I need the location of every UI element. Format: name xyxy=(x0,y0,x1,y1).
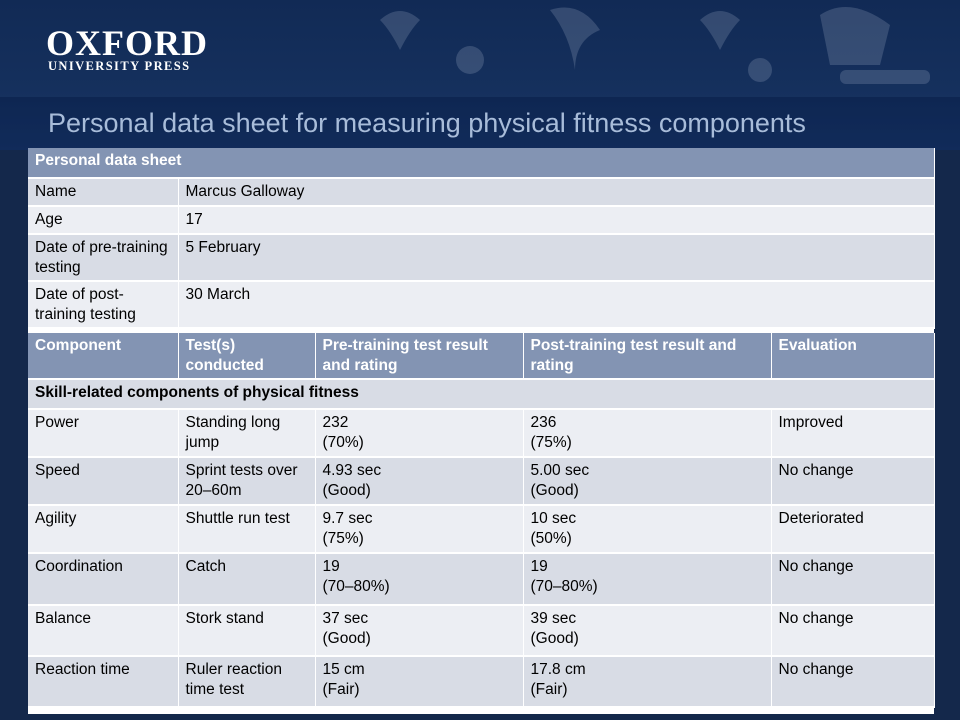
pre-result-cell xyxy=(315,457,523,505)
pre-rating: (70%) xyxy=(322,434,364,451)
pre-value: 15 cm xyxy=(322,661,365,678)
personal-data-heading-row xyxy=(28,148,934,178)
results-header-row xyxy=(28,333,934,379)
pre-result-cell xyxy=(315,605,523,656)
evaluation-cell: Improved xyxy=(771,409,934,457)
table-row xyxy=(28,457,934,505)
post-value: 236 xyxy=(530,414,557,431)
pre-value: 4.93 sec xyxy=(322,462,382,479)
post-result-cell xyxy=(523,605,771,656)
test-cell: Sprint tests over 20–60m xyxy=(178,457,315,505)
post-result-cell xyxy=(523,656,771,707)
pre-value: 232 xyxy=(322,414,349,431)
table-row xyxy=(28,234,934,281)
post-rating: (70–80%) xyxy=(530,578,598,595)
pre-result-cell xyxy=(315,409,523,457)
label-cell: Date of pre-training testing xyxy=(28,234,178,281)
evaluation-cell: No change xyxy=(771,457,934,505)
post-value: 10 sec xyxy=(530,510,577,527)
pre-result-cell xyxy=(315,505,523,553)
oxford-logo-subline: UNIVERSITY PRESS xyxy=(48,59,191,73)
data-sheet xyxy=(28,148,934,714)
label-cell: Name xyxy=(28,178,178,206)
table-row xyxy=(28,178,934,206)
evaluation-cell: No change xyxy=(771,605,934,656)
component-cell: Coordination xyxy=(28,553,178,605)
label-cell: Age xyxy=(28,206,178,234)
pre-rating: (Fair) xyxy=(322,681,360,698)
post-result-cell xyxy=(523,457,771,505)
test-cell: Stork stand xyxy=(178,605,315,656)
post-rating: (50%) xyxy=(530,530,572,547)
post-rating: (Good) xyxy=(530,482,579,499)
post-rating: (Fair) xyxy=(530,681,568,698)
pre-value: 19 xyxy=(322,558,340,575)
value-cell: Marcus Galloway xyxy=(178,178,934,206)
evaluation-cell: No change xyxy=(771,656,934,707)
test-cell: Catch xyxy=(178,553,315,605)
post-value: 5.00 sec xyxy=(530,462,590,479)
component-cell: Balance xyxy=(28,605,178,656)
post-rating: (Good) xyxy=(530,630,579,647)
pre-rating: (Good) xyxy=(322,482,371,499)
evaluation-cell: Deteriorated xyxy=(771,505,934,553)
pre-rating: (70–80%) xyxy=(322,578,390,595)
column-header: Component xyxy=(28,333,178,379)
section-row xyxy=(28,379,934,409)
post-value: 39 sec xyxy=(530,610,577,627)
pre-rating: (75%) xyxy=(322,530,364,547)
personal-data-table xyxy=(28,148,935,329)
table-row xyxy=(28,206,934,234)
fitness-results-table xyxy=(28,333,935,708)
post-value: 19 xyxy=(530,558,548,575)
post-result-cell xyxy=(523,505,771,553)
pre-value: 37 sec xyxy=(322,610,369,627)
table-row xyxy=(28,281,934,328)
component-cell: Speed xyxy=(28,457,178,505)
table-row xyxy=(28,505,934,553)
pre-value: 9.7 sec xyxy=(322,510,373,527)
label-cell: Date of post-training testing xyxy=(28,281,178,328)
pre-rating: (Good) xyxy=(322,630,371,647)
component-cell: Reaction time xyxy=(28,656,178,707)
test-cell: Ruler reaction time test xyxy=(178,656,315,707)
test-cell: Shuttle run test xyxy=(178,505,315,553)
header-banner xyxy=(0,0,960,150)
table-row xyxy=(28,605,934,656)
table-row xyxy=(28,656,934,707)
pre-result-cell xyxy=(315,553,523,605)
post-result-cell xyxy=(523,553,771,605)
component-cell: Agility xyxy=(28,505,178,553)
column-header: Evaluation xyxy=(771,333,934,379)
value-cell: 5 February xyxy=(178,234,934,281)
value-cell: 17 xyxy=(178,206,934,234)
column-header: Test(s) conducted xyxy=(178,333,315,379)
personal-data-heading: Personal data sheet xyxy=(28,148,934,178)
column-header: Post-training test result and rating xyxy=(523,333,771,379)
post-result-cell xyxy=(523,409,771,457)
post-rating: (75%) xyxy=(530,434,572,451)
post-value: 17.8 cm xyxy=(530,661,586,678)
table-row xyxy=(28,553,934,605)
oxford-logo-wordmark: OXFORD xyxy=(46,23,208,63)
value-cell: 30 March xyxy=(178,281,934,328)
test-cell: Standing long jump xyxy=(178,409,315,457)
section-heading: Skill-related components of physical fitness xyxy=(28,379,934,409)
page-title: Personal data sheet for measuring physical fitness components xyxy=(48,108,806,138)
evaluation-cell: No change xyxy=(771,553,934,605)
column-header: Pre-training test result and rating xyxy=(315,333,523,379)
table-row xyxy=(28,409,934,457)
pre-result-cell xyxy=(315,656,523,707)
component-cell: Power xyxy=(28,409,178,457)
